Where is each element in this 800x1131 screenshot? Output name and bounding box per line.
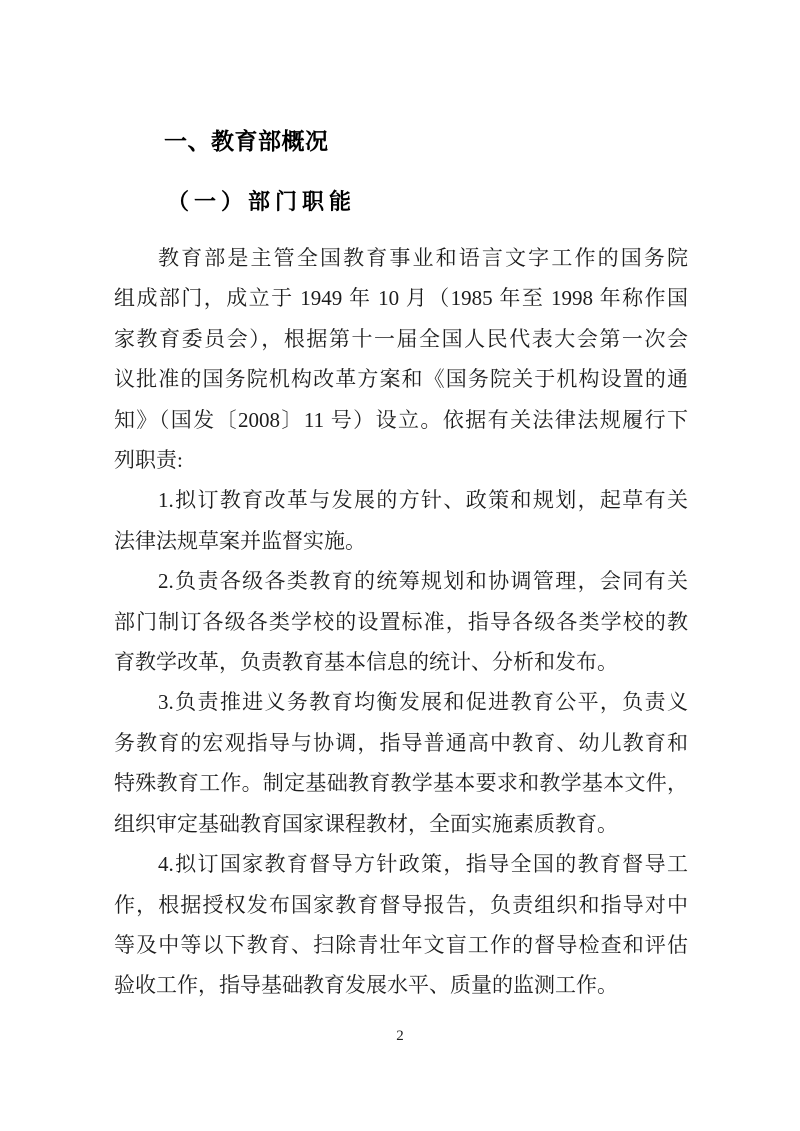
body-line: 作，根据授权发布国家教育督导报告，负责组织和指导对中 bbox=[114, 892, 688, 917]
body-line: 议批准的国务院机构改革方案和《国务院关于机构设置的通 bbox=[114, 367, 688, 392]
body-line: 特殊教育工作。制定基础教育教学基本要求和教学基本文件， bbox=[114, 771, 688, 796]
paragraph-duty-2 bbox=[114, 561, 688, 682]
paragraph-duty-1 bbox=[114, 480, 688, 561]
section-heading: 一、教育部概况 bbox=[164, 128, 329, 154]
body-line: 列职责: bbox=[114, 448, 183, 473]
body-line: 部门制订各级各类学校的设置标准，指导各级各类学校的教 bbox=[114, 609, 688, 634]
body-line: 等及中等以下教育、扫除青壮年文盲工作的督导检查和评估 bbox=[114, 932, 688, 957]
paragraph-duty-4 bbox=[114, 844, 688, 1006]
body-line: 验收工作，指导基础教育发展水平、质量的监测工作。 bbox=[114, 973, 618, 998]
body-line: 家教育委员会），根据第十一届全国人民代表大会第一次会 bbox=[114, 326, 688, 351]
body-line: 组织审定基础教育国家课程教材，全面实施素质教育。 bbox=[114, 811, 618, 836]
body-line: 知》（国发〔2008〕11 号）设立。依据有关法律法规履行下 bbox=[114, 407, 688, 432]
body-line: 2.负责各级各类教育的统筹规划和协调管理，会同有关 bbox=[158, 569, 688, 594]
body-line: 法律法规草案并监督实施。 bbox=[114, 528, 366, 553]
body-line: 4.拟订国家教育督导方针政策，指导全国的教育督导工 bbox=[158, 852, 688, 877]
body-line: 1.拟订教育改革与发展的方针、政策和规划，起草有关 bbox=[158, 488, 688, 513]
body-line: 3.负责推进义务教育均衡发展和促进教育公平，负责义 bbox=[158, 690, 688, 715]
subsection-heading: （一）部门职能 bbox=[167, 189, 357, 214]
document-body bbox=[114, 238, 688, 1006]
body-line: 育教学改革，负责教育基本信息的统计、分析和发布。 bbox=[114, 650, 618, 675]
paragraph-intro bbox=[114, 238, 688, 480]
paragraph-duty-3 bbox=[114, 682, 688, 844]
body-line: 务教育的宏观指导与协调，指导普通高中教育、幼儿教育和 bbox=[114, 730, 688, 755]
page-number: 2 bbox=[396, 1028, 404, 1044]
body-line: 组成部门，成立于 1949 年 10 月（1985 年至 1998 年称作国 bbox=[114, 286, 688, 311]
body-line: 教育部是主管全国教育事业和语言文字工作的国务院 bbox=[158, 246, 688, 270]
